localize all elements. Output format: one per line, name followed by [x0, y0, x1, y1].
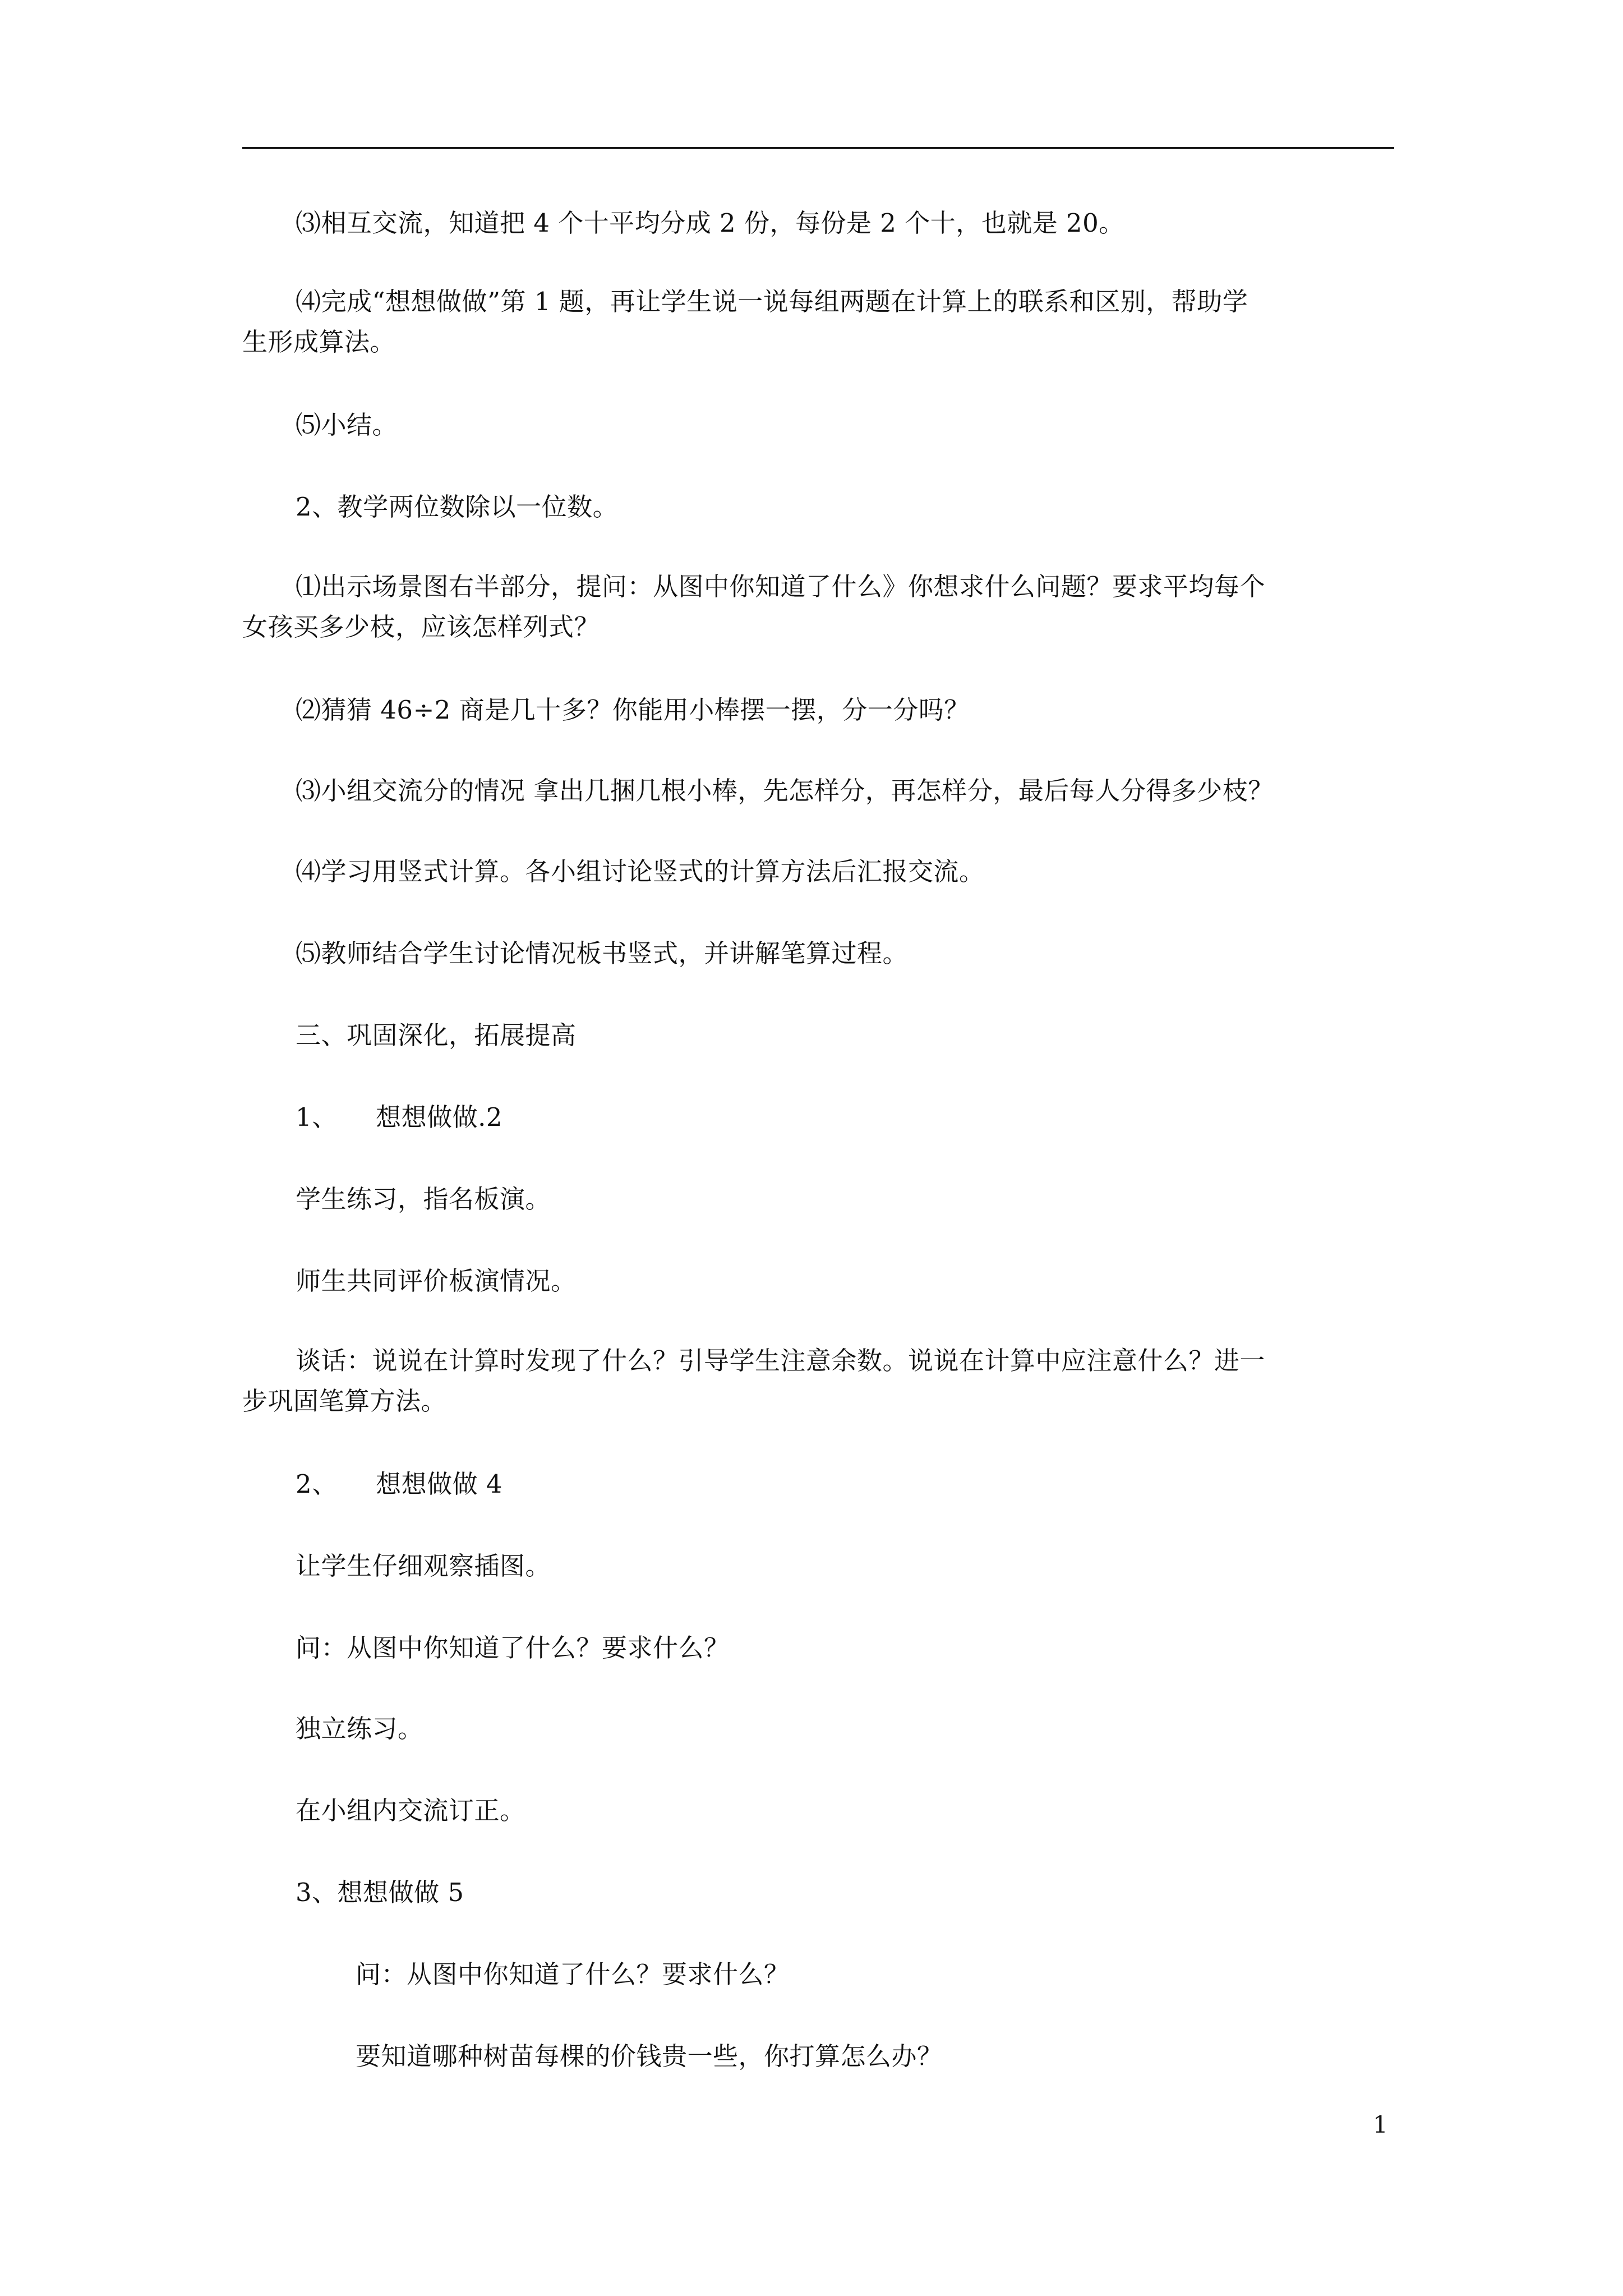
text-line: 生形成算法。 — [242, 327, 396, 357]
text-line: 3、想想做做 5 — [296, 1878, 464, 1907]
text-line: ⑵猜猜 46÷2 商是几十多？你能用小棒摆一摆，分一分吗？ — [296, 695, 970, 725]
text-line: ⑷学习用竖式计算。各小组讨论竖式的计算方法后汇报交流。 — [296, 857, 985, 886]
text-line: ⑶小组交流分的情况 拿出几捆几根小棒，先怎样分，再怎样分，最后每人分得多少枝？ — [296, 776, 1274, 806]
text-line: 2、 想想做做 4 — [296, 1469, 503, 1499]
text-line: 女孩买多少枝，应该怎样列式？ — [242, 612, 600, 642]
text-line: 独立练习。 — [296, 1714, 423, 1743]
text-line: 学生练习，指名板演。 — [296, 1184, 551, 1214]
text-line: 要知道哪种树苗每棵的价钱贵一些，你打算怎么办？ — [356, 2041, 943, 2071]
text-line: 1、 想想做做.2 — [296, 1102, 503, 1132]
text-line: 2、教学两位数除以一位数。 — [296, 492, 619, 522]
header-rule — [242, 147, 1394, 149]
text-line: 步巩固笔算方法。 — [242, 1386, 447, 1416]
text-line: ⑷完成“想想做做”第 1 题，再让学生说一说每组两题在计算上的联系和区别，帮助学 — [296, 287, 1248, 316]
page-number: 1 — [1373, 2111, 1388, 2138]
text-line: ⑴出示场景图右半部分，提问：从图中你知道了什么》你想求什么问题？要求平均每个 — [296, 572, 1266, 601]
text-line: 问：从图中你知道了什么？要求什么？ — [296, 1633, 730, 1663]
text-line: ⑸小结。 — [296, 410, 398, 440]
text-line: 在小组内交流订正。 — [296, 1796, 525, 1825]
text-line: 让学生仔细观察插图。 — [296, 1551, 551, 1581]
text-line: ⑸教师结合学生讨论情况板书竖式，并讲解笔算过程。 — [296, 938, 909, 968]
text-line: 谈话：说说在计算时发现了什么？引导学生注意余数。说说在计算中应注意什么？进一 — [296, 1346, 1266, 1375]
text-line: 三、巩固深化，拓展提高 — [296, 1020, 577, 1050]
text-line: 问：从图中你知道了什么？要求什么？ — [356, 1959, 790, 1989]
text-line: ⑶相互交流，知道把 4 个十平均分成 2 份，每份是 2 个十，也就是 20。 — [296, 208, 1124, 238]
text-line: 师生共同评价板演情况。 — [296, 1266, 577, 1296]
